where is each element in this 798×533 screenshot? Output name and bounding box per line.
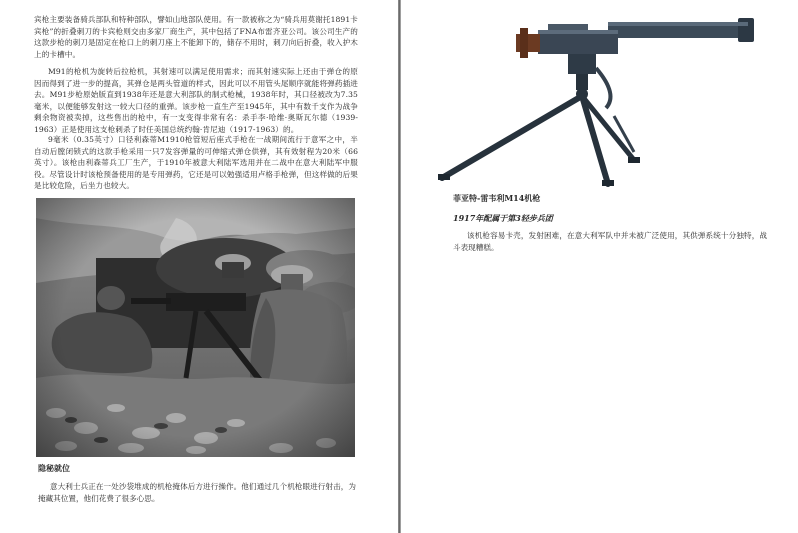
paragraph-carbine: 宾枪主要装备骑兵部队和特种部队，譬如山地部队使用。有一款被称之为“骑兵用莫谢托1891卡宾枪”的折叠刺刀的卡宾枪则交由多家厂商生产，其中包括了FNA布雷齐亚公司。该公司生产的这款步枪的刺刀是固定在枪口上的刺刀座上不能卸下的，储存不用时，刺刀向后折叠，收入护木上的卡槽中。 [34,15,358,59]
paragraph-m91-bolt: M91的枪机为旋转后拉枪机，其射速可以满足使用需求；而其射速实际上还由于弹仓的原因而得到了进一步的提高，其弹仓是两头管道的样式，因此可以不用管头尾顺序就能将弹药插进去。M91步枪原始版直到1938年还是意大利部队的制式枪械，1938年时，其口径被改为7.35毫米，以便能够发射这一较大口径的重弹。该步枪一直生产至1945年，其中有数千支作为战争剩余物资被卖掉，这些售出的枪中，有一支变得非常有名：杀手李·哈维·奥斯瓦尔德（1939-1963）正是使用这支枪刺杀了时任美国总统约翰·肯尼迪（1917-1963）的。 [34,67,358,134]
wwi-machine-gun-crew-photo [36,198,355,457]
photo-caption-title: 隐秘就位 [38,463,70,473]
paragraph-glisenti-pistol: 9毫米（0.35英寸）口径利森蒂M1910枪管短后座式手枪在一战期间流行于意军之中，半自动后膛闭锁式的这款手枪采用一只7发容弹量的可伸缩式弹仓供弹，其有效射程为20米（66英寸）。该枪由利森蒂兵工厂生产，于1910年被意大利陆军选用并在二战中在意大利陆军中服役。尽管设计时该枪预备使用的是专用弹药，它还是可以勉强适用卢格手枪弹，但这样做的后果是比较危险，后坐力也较大。 [34,135,358,191]
right-page [401,0,798,533]
photo-caption-text: 意大利士兵正在一处沙袋堆成的机枪掩体后方进行操作。他们通过几个机枪眼进行射击，为掩藏其位置，他们花费了很多心思。 [38,482,356,503]
left-page [0,0,398,533]
fiat-revelli-m14-machine-gun-on-tripod [438,12,758,187]
gun-title: 菲亚特-雷韦利M14机枪 [453,193,541,203]
gun-description: 该机枪容易卡壳，发射困难，在意大利军队中并未被广泛使用，其供弹系统十分独特，战斗表现糟糕。 [453,231,767,252]
gun-subtitle: 1917年配属于第3轻步兵团 [453,213,553,223]
